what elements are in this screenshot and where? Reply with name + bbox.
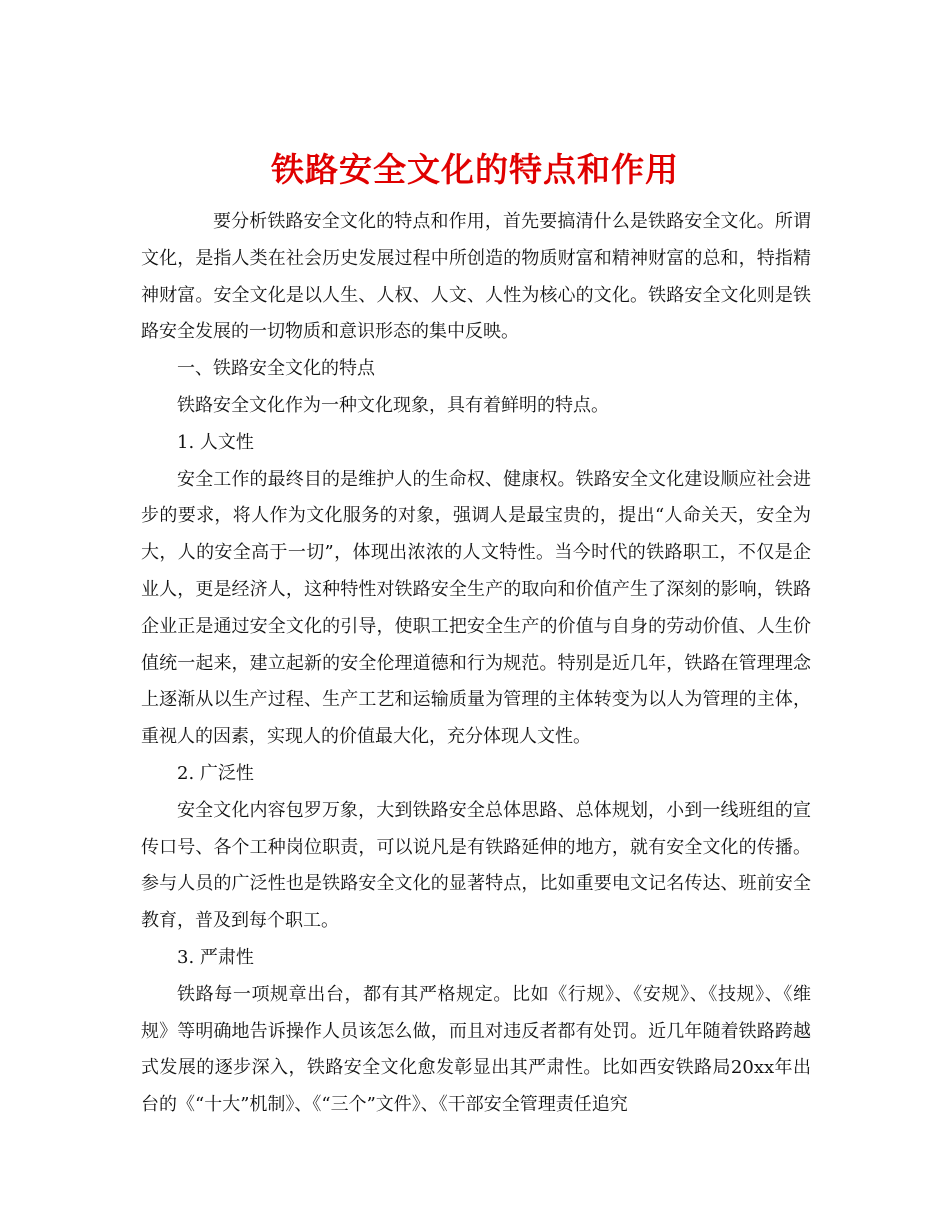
- subheading-humanistic: 1. 人文性: [177, 431, 254, 453]
- extensive-paragraph: 安全文化内容包罗万象，大到铁路安全总体思路、总体规划，小到一线班组的宣传口号、各个工种岗位职责，可以说凡是有铁路延伸的地方，就有安全文化的传播。参与人员的广泛性也是铁路安全文化的显著特点，比如重要电文记名传达、班前安全教育，普及到每个职工。: [141, 799, 811, 932]
- subheading-extensive: 2. 广泛性: [177, 762, 254, 784]
- section-intro-paragraph: 铁路安全文化作为一种文化现象，具有着鲜明的特点。: [177, 394, 609, 416]
- intro-paragraph: 要分析铁路安全文化的特点和作用，首先要搞清什么是铁路安全文化。所谓文化，是指人类在社会历史发展过程中所创造的物质财富和精神财富的总和，特指精神财富。安全文化是以人生、人权、人文、人性为核心的文化。铁路安全文化则是铁路安全发展的一切物质和意识形态的集中反映。: [141, 211, 811, 343]
- document-body: [141, 204, 811, 1124]
- serious-paragraph: 铁路每一项规章出台，都有其严格规定。比如《行规》、《安规》、《技规》、《维规》等明确地告诉操作人员该怎么做，而且对违反者都有处罚。近几年随着铁路跨越式发展的逐步深入，铁路安全文化愈发彰显出其严肃性。比如西安铁路局20xx年出台的《“十大”机制》、《“三个”文件》、《干部安全管理责任追究: [141, 983, 811, 1116]
- section-heading-characteristics: 一、铁路安全文化的特点: [177, 358, 375, 380]
- humanistic-paragraph: 安全工作的最终目的是维护人的生命权、健康权。铁路安全文化建设顺应社会进步的要求，将人作为文化服务的对象，强调人是最宝贵的，提出“人命关天，安全为大，人的安全高于一切”，体现出浓浓的人文特性。当今时代的铁路职工，不仅是企业人，更是经济人，这种特性对铁路安全生产的取向和价值产生了深刻的影响，铁路企业正是通过安全文化的引导，使职工把安全生产的价值与自身的劳动价值、人生价值统一起来，建立起新的安全伦理道德和行为规范。特别是近几年，铁路在管理理念上逐渐从以生产过程、生产工艺和运输质量为管理的主体转变为以人为管理的主体，重视人的因素，实现人的价值最大化，充分体现人文性。: [141, 468, 811, 748]
- subheading-serious: 3. 严肃性: [177, 946, 254, 968]
- document-title: 铁路安全文化的特点和作用: [271, 150, 679, 190]
